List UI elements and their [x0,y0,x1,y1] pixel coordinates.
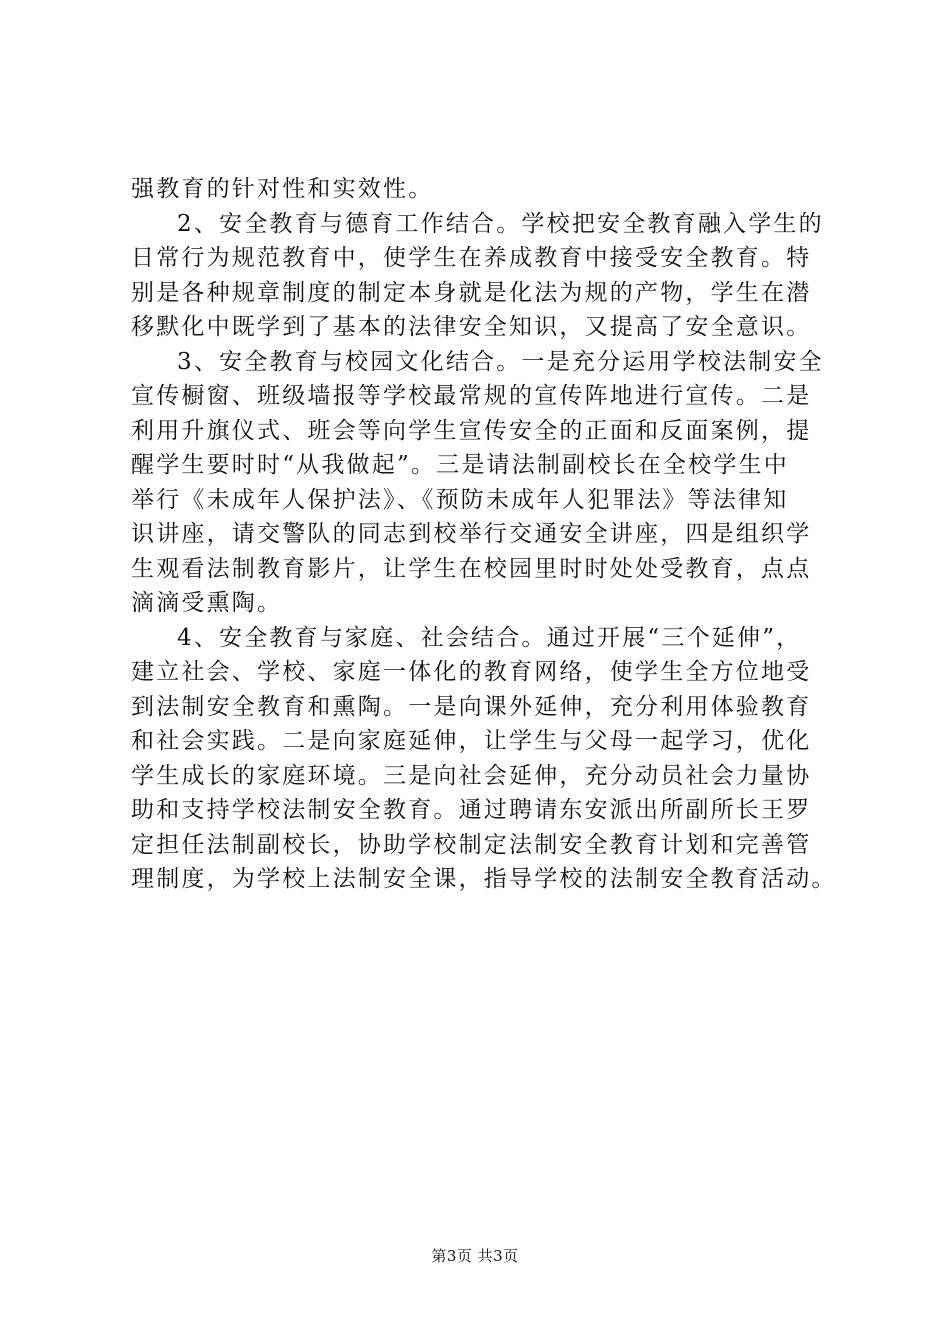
page-number-label: 第3页 共3页 [431,1247,519,1265]
text-line: 4、安全教育与家庭、社会结合。通过开展“三个延伸”， [177,624,802,651]
text-line: 和社会实践。二是向家庭延伸，让学生与父母一起学习，优化 [131,728,812,754]
text-line: 利用升旗仪式、班会等向学生宣传安全的正面和反面案例，提 [131,417,812,444]
text-line: 滴滴受熏陶。 [131,590,283,616]
text-line: 助和支持学校法制安全教育。通过聘请东安派出所副所长王罗 [131,797,812,823]
text-line: 宣传橱窗、班级墙报等学校最常规的宣传阵地进行宣传。二是 [131,383,812,409]
text-line: 建立社会、学校、家庭一体化的教育网络，使学生全方位地受 [131,659,812,685]
text-line: 举行《未成年人保护法》、《预防未成年人犯罪法》等法律知 [131,486,789,513]
text-line: 强教育的针对性和实效性。 [131,176,434,202]
text-line: 移默化中既学到了基本的法律安全知识，又提高了安全意识。 [131,314,812,340]
page-footer [0,1245,950,1266]
text-line: 识讲座，请交警队的同志到校举行交通安全讲座，四是组织学 [131,521,812,547]
text-line: 学生成长的家庭环境。三是向社会延伸，充分动员社会力量协 [131,762,812,789]
text-line: 3、安全教育与校园文化结合。一是充分运用学校法制安全 [177,348,824,375]
text-line: 2、安全教育与德育工作结合。学校把安全教育融入学生的 [177,210,824,237]
text-line: 到法制安全教育和熏陶。一是向课外延伸，充分利用体验教育 [131,693,812,720]
text-line: 别是各种规章制度的制定本身就是化法为规的产物，学生在潜 [131,279,812,306]
text-line: 日常行为规范教育中，使学生在养成教育中接受安全教育。特 [131,245,812,271]
text-line: 生观看法制教育影片，让学生在校园里时时处处受教育，点点 [131,555,812,582]
body-text [131,172,837,897]
text-line: 定担任法制副校长，协助学校制定法制安全教育计划和完善管 [131,831,812,858]
text-line: 醒学生要时时“从我做起”。三是请法制副校长在全校学生中 [131,452,789,478]
text-line: 理制度，为学校上法制安全课，指导学校的法制安全教育活动。 [131,866,837,892]
